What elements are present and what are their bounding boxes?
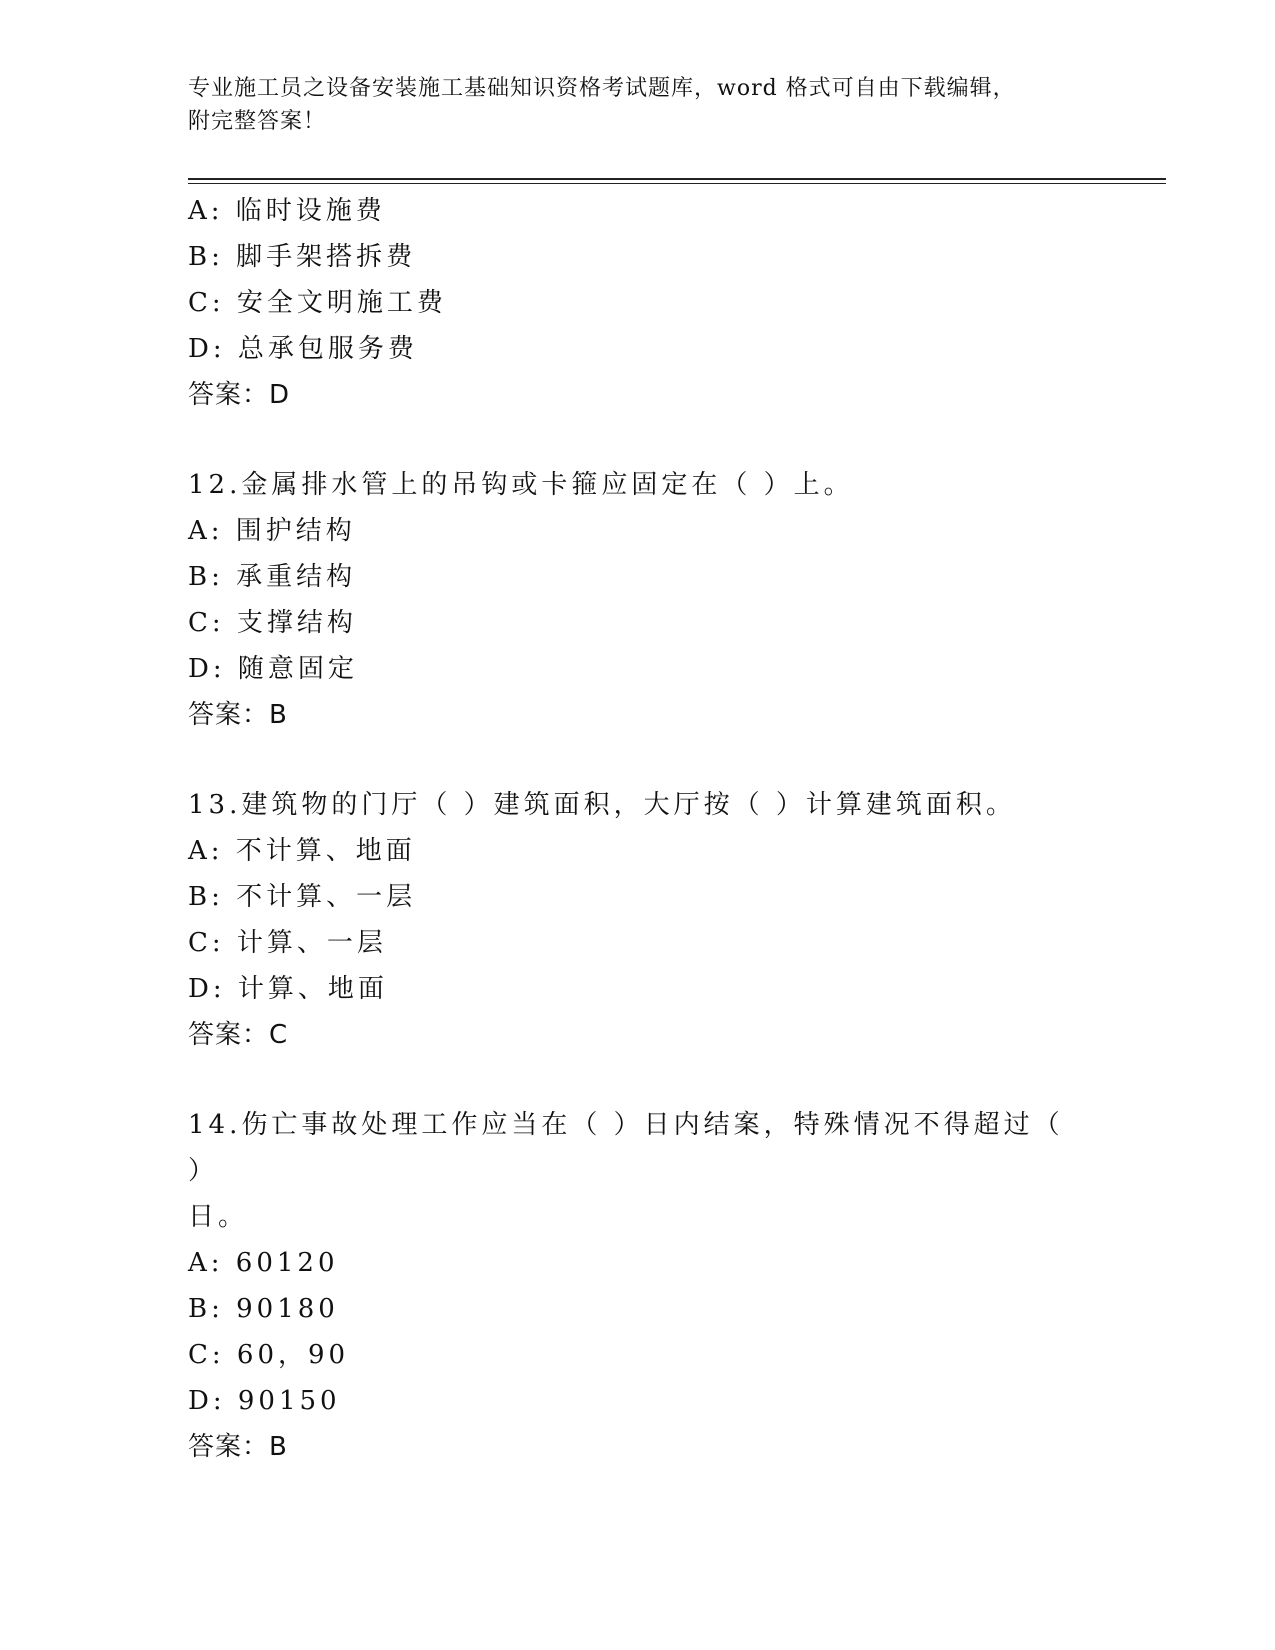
question-title: 12.金属排水管上的吊钩或卡箍应固定在（ ）上。 (188, 470, 854, 500)
option-b: B: 脚手架搭拆费 (188, 242, 417, 272)
option-d: D: 随意固定 (188, 654, 358, 684)
header-divider-thin (188, 183, 1166, 184)
document-header (188, 72, 1088, 138)
question-12 (188, 462, 1088, 738)
answer-line: 答案：C (188, 1020, 289, 1050)
question-title-line-1: 14.伤亡事故处理工作应当在（ ）日内结案，特殊情况不得超过（ ） (188, 1110, 1064, 1186)
option-c: C: 60，90 (188, 1340, 350, 1370)
option-d: D: 总承包服务费 (188, 334, 418, 364)
option-c: C: 支撑结构 (188, 608, 357, 638)
spacer (188, 418, 1088, 462)
question-11 (188, 188, 1088, 418)
option-a: A: 60120 (188, 1248, 339, 1278)
answer-line: 答案：B (188, 700, 288, 730)
answer-line: 答案：B (188, 1432, 288, 1462)
option-a: A: 围护结构 (188, 516, 356, 546)
option-b: B: 90180 (188, 1294, 339, 1324)
question-13 (188, 782, 1088, 1058)
option-c: C: 安全文明施工费 (188, 288, 447, 318)
answer-line: 答案：D (188, 380, 291, 410)
option-b: B: 不计算、一层 (188, 882, 417, 912)
header-divider-thick (188, 178, 1166, 180)
question-title-line-2: 日。 (188, 1202, 249, 1232)
question-list (188, 188, 1088, 1470)
spacer (188, 1058, 1088, 1102)
question-14 (188, 1102, 1088, 1470)
option-d: D: 90150 (188, 1386, 341, 1416)
option-a: A: 临时设施费 (188, 196, 386, 226)
option-d: D: 计算、地面 (188, 974, 388, 1004)
option-c: C: 计算、一层 (188, 928, 387, 958)
question-title: 13.建筑物的门厅（ ）建筑面积，大厅按（ ）计算建筑面积。 (188, 790, 1016, 820)
header-line-2: 附完整答案！ (188, 109, 327, 134)
option-b: B: 承重结构 (188, 562, 357, 592)
spacer (188, 738, 1088, 782)
header-line-1: 专业施工员之设备安装施工基础知识资格考试题库，word 格式可自由下载编辑， (188, 76, 1016, 101)
option-a: A: 不计算、地面 (188, 836, 416, 866)
